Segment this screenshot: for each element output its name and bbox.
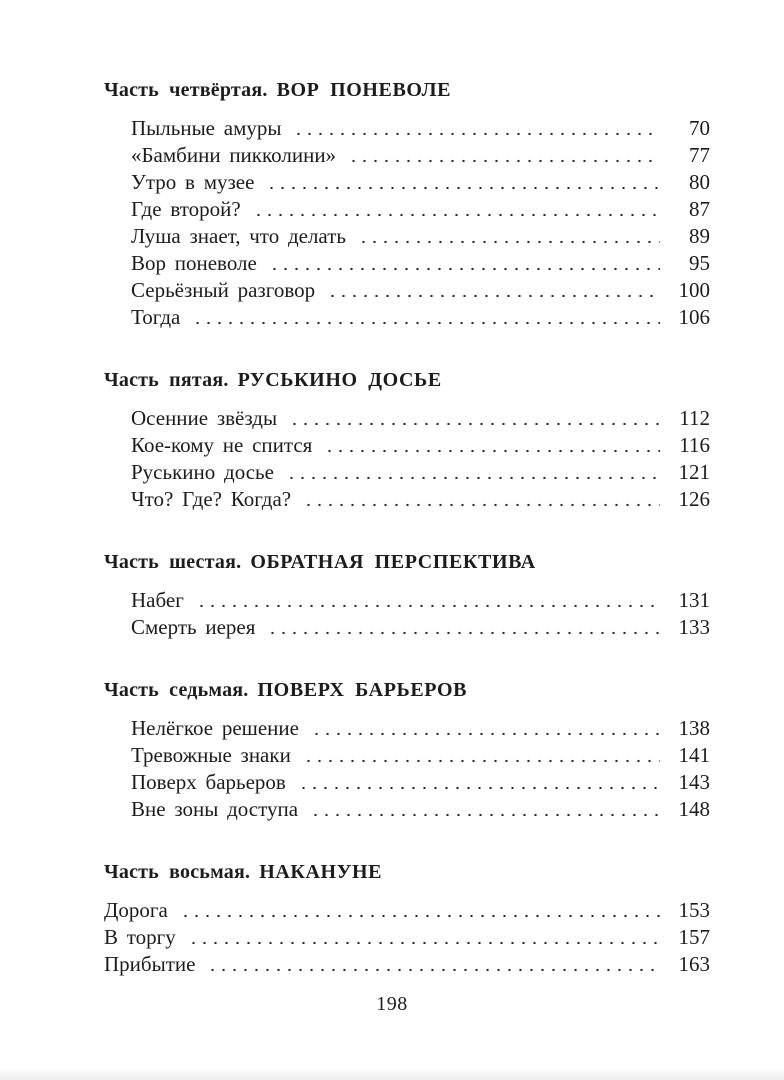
section-part-title: ПОВЕРХ БАРЬЕРОВ [257,679,468,701]
toc-entry [131,169,710,196]
section-part-label: Часть четвёртая. [104,79,268,101]
section-entries [131,405,710,513]
entry-title: В торгу [104,925,176,949]
dot-leader [284,475,660,479]
entry-title: Нелёгкое решение [131,716,299,740]
section-heading [104,368,710,392]
toc-entry [131,486,710,513]
toc-entry [131,142,710,169]
entry-title: Утро в музее [131,170,255,194]
entry-title: Вор поневоле [131,251,257,275]
toc-entry [131,196,710,223]
dot-leader [186,940,660,944]
entry-page-number: 157 [678,925,710,949]
table-of-contents [104,78,710,978]
toc-entry [131,715,710,742]
entry-title: Набег [131,588,184,612]
dot-leader [356,239,660,243]
entry-title: Серьёзный разговор [131,278,316,302]
entry-title: Что? Где? Когда? [131,487,292,511]
entry-title: Смерть иерея [131,615,256,639]
entry-title: Дорога [104,898,168,922]
section-part-label: Часть пятая. [104,369,229,391]
entry-page-number: 80 [689,170,710,194]
dot-leader [308,812,660,816]
entry-title: «Бамбини пикколини» [131,143,337,167]
entry-title: Тревожные знаки [131,743,291,767]
entry-page-number: 163 [678,952,710,976]
entry-page-number: 153 [678,898,710,922]
section-entries [104,897,710,978]
section-entries [131,115,710,331]
entry-title: Где второй? [131,197,241,221]
dot-leader [291,131,660,135]
entry-page-number: 112 [679,406,710,430]
entry-page-number: 131 [678,588,710,612]
toc-entry [131,769,710,796]
entry-page-number: 70 [689,116,710,140]
toc-entry [131,742,710,769]
entry-page-number: 77 [689,143,710,167]
toc-entry [104,951,710,978]
section-entries [131,715,710,823]
dot-leader [309,731,660,735]
toc-entry [131,459,710,486]
entry-page-number: 133 [678,615,710,639]
dot-leader [205,967,660,971]
toc-entry [131,250,710,277]
entry-page-number: 138 [678,716,710,740]
dot-leader [325,293,660,297]
dot-leader [296,785,660,789]
entry-title: Руськино досье [131,460,274,484]
dot-leader [194,603,660,607]
entry-title: Луша знает, что делать [131,224,346,248]
section-part-label: Часть шестая. [104,551,242,573]
entry-page-number: 95 [689,251,710,275]
dot-leader [346,158,660,162]
section-heading [104,78,710,102]
entry-title: Тогда [131,305,181,329]
dot-leader [287,421,660,425]
section-entries [131,587,710,641]
entry-page-number: 100 [678,278,710,302]
entry-title: Прибытие [104,952,196,976]
toc-entry [131,587,710,614]
entry-page-number: 121 [678,460,710,484]
section-part-title: НАКАНУНЕ [259,861,383,883]
toc-section [104,860,710,978]
entry-title: Кое-кому не спится [131,433,313,457]
entry-page-number: 89 [689,224,710,248]
toc-entry [131,614,710,641]
toc-entry [131,304,710,331]
toc-section [104,368,710,513]
toc-entry [131,277,710,304]
dot-leader [178,913,660,917]
entry-page-number: 116 [679,433,710,457]
entry-page-number: 106 [678,305,710,329]
toc-section [104,550,710,641]
entry-page-number: 126 [678,487,710,511]
dot-leader [264,185,660,189]
toc-entry [131,115,710,142]
toc-entry [131,796,710,823]
section-part-title: ВОР ПОНЕВОЛЕ [276,79,452,101]
entry-title: Осенние звёзды [131,406,278,430]
entry-page-number: 141 [678,743,710,767]
dot-leader [190,320,660,324]
section-part-label: Часть седьмая. [104,679,249,701]
dot-leader [301,502,660,506]
entry-title: Пыльные амуры [131,116,282,140]
toc-section [104,678,710,823]
toc-entry [104,924,710,951]
toc-entry [131,432,710,459]
entry-title: Вне зоны доступа [131,797,299,821]
toc-section [104,78,710,331]
dot-leader [265,630,660,634]
dot-leader [322,448,660,452]
section-heading [104,860,710,884]
dot-leader [267,266,660,270]
entry-page-number: 143 [678,770,710,794]
toc-entry [104,897,710,924]
entry-title: Поверх барьеров [131,770,286,794]
section-heading [104,678,710,702]
page-bottom-shadow [0,1068,784,1080]
toc-entry [131,405,710,432]
toc-entry [131,223,710,250]
section-part-title: РУСЬКИНО ДОСЬЕ [237,369,442,391]
dot-leader [301,758,660,762]
section-part-title: ОБРАТНАЯ ПЕРСПЕКТИВА [250,551,536,573]
entry-page-number: 87 [689,197,710,221]
section-part-label: Часть восьмая. [104,861,251,883]
dot-leader [251,212,660,216]
section-heading [104,550,710,574]
entry-page-number: 148 [678,797,710,821]
page-number: 198 [376,993,408,1015]
